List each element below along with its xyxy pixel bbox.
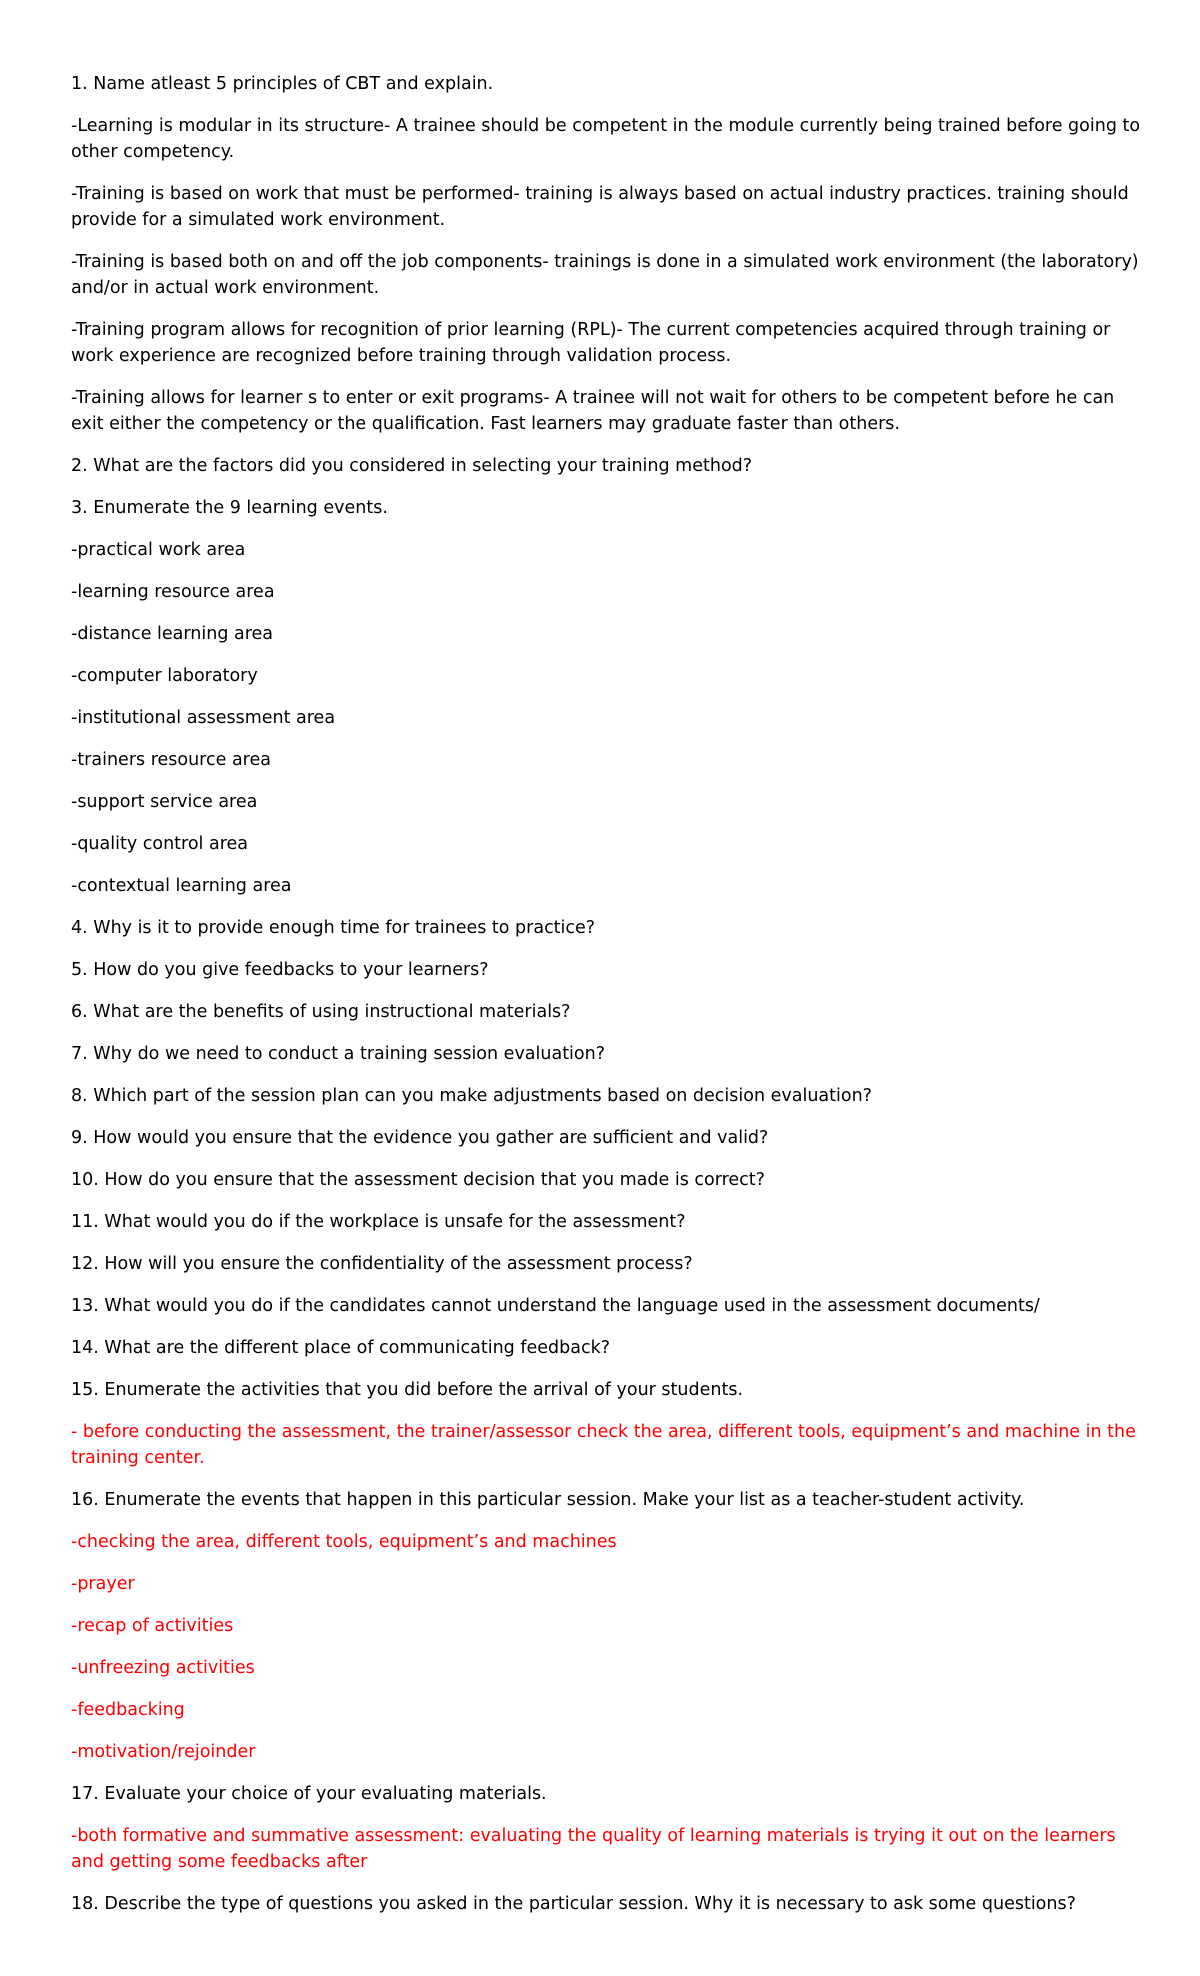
principle-item: -Training allows for learner s to enter or exit programs- A trainee will not wait for others to be competent before he can exit either the competency or the qualification. Fast learners may graduate faster than others. — [71, 388, 1115, 434]
principle-item: -Training program allows for recognition of prior learning (RPL)- The current competencies acquired through training or work experience are recognized before training through validation process. — [71, 320, 1111, 366]
question-7: 7. Why do we need to conduct a training session evaluation? — [71, 1044, 606, 1064]
question-12: 12. How will you ensure the confidentiality of the assessment process? — [71, 1254, 693, 1274]
answer-17: -both formative and summative assessment: evaluating the quality of learning materials is trying it out on the learners and getting some feedbacks after — [71, 1826, 1116, 1872]
answer-16-item: -checking the area, different tools, equipment’s and machines — [71, 1532, 617, 1552]
learning-event-item: -institutional assessment area — [71, 708, 336, 728]
answer-16-item: -unfreezing activities — [71, 1658, 255, 1678]
question-14: 14. What are the different place of communicating feedback? — [71, 1338, 611, 1358]
answer-16-item: -motivation/rejoinder — [71, 1742, 256, 1762]
question-6: 6. What are the benefits of using instructional materials? — [71, 1002, 571, 1022]
learning-event-item: -distance learning area — [71, 624, 274, 644]
learning-event-item: -practical work area — [71, 540, 246, 560]
question-16: 16. Enumerate the events that happen in this particular session. Make your list as a teacher-student activity. — [71, 1490, 1025, 1510]
question-17: 17. Evaluate your choice of your evaluating materials. — [71, 1784, 547, 1804]
answer-16-item: -feedbacking — [71, 1700, 185, 1720]
answer-16-item: -recap of activities — [71, 1616, 234, 1636]
question-11: 11. What would you do if the workplace is unsafe for the assessment? — [71, 1212, 686, 1232]
principle-item: -Training is based both on and off the job components- trainings is done in a simulated work environment (the laboratory) and/or in actual work environment. — [71, 252, 1139, 298]
question-18: 18. Describe the type of questions you asked in the particular session. Why it is necessary to ask some questions? — [71, 1894, 1076, 1914]
principle-item: -Training is based on work that must be performed- training is always based on actual industry practices. training should provide for a simulated work environment. — [71, 184, 1129, 230]
question-4: 4. Why is it to provide enough time for trainees to practice? — [71, 918, 596, 938]
principle-item: -Learning is modular in its structure- A trainee should be competent in the module currently being trained before going to other competency. — [71, 116, 1141, 162]
learning-event-item: -support service area — [71, 792, 258, 812]
learning-event-item: -trainers resource area — [71, 750, 271, 770]
question-3: 3. Enumerate the 9 learning events. — [71, 498, 388, 518]
question-1: 1. Name atleast 5 principles of CBT and explain. — [71, 74, 494, 94]
learning-event-item: -contextual learning area — [71, 876, 292, 896]
answer-16-item: -prayer — [71, 1574, 135, 1594]
question-15: 15. Enumerate the activities that you did before the arrival of your students. — [71, 1380, 744, 1400]
document-page — [71, 71, 1146, 1933]
question-10: 10. How do you ensure that the assessment decision that you made is correct? — [71, 1170, 765, 1190]
question-5: 5. How do you give feedbacks to your learners? — [71, 960, 489, 980]
question-13: 13. What would you do if the candidates cannot understand the language used in the assessment documents/ — [71, 1296, 1040, 1316]
learning-event-item: -learning resource area — [71, 582, 275, 602]
answer-15: - before conducting the assessment, the trainer/assessor check the area, different tools, equipment’s and machine in the training center. — [71, 1422, 1136, 1468]
question-2: 2. What are the factors did you considered in selecting your training method? — [71, 456, 753, 476]
question-9: 9. How would you ensure that the evidence you gather are sufficient and valid? — [71, 1128, 769, 1148]
question-8: 8. Which part of the session plan can you make adjustments based on decision evaluation? — [71, 1086, 872, 1106]
learning-event-item: -computer laboratory — [71, 666, 258, 686]
learning-event-item: -quality control area — [71, 834, 248, 854]
